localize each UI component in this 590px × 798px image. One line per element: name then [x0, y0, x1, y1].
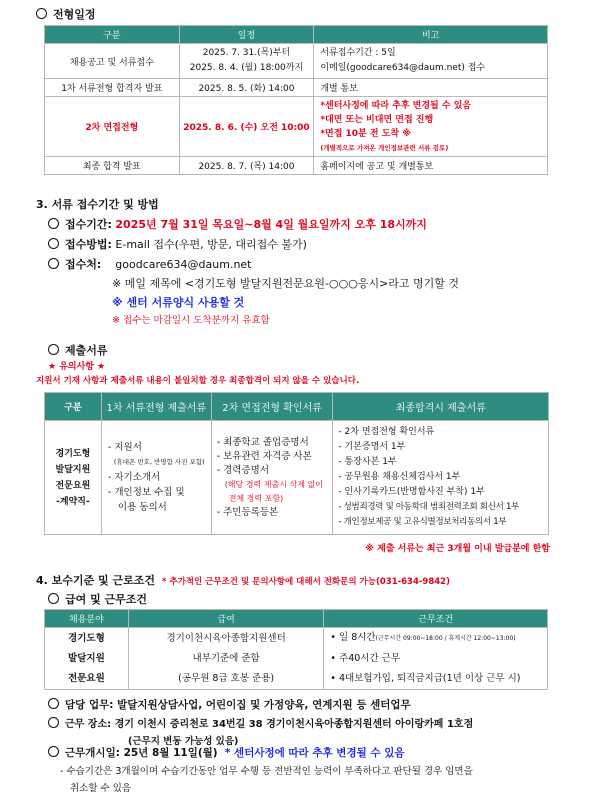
- condition-hours-detail: (근무시간 09:00~18:00 / 휴게시간 12:00~13:00): [375, 635, 516, 642]
- cell-field: [45, 628, 129, 690]
- cell-stage1-docs: [101, 421, 211, 535]
- header-category: 구분: [45, 26, 180, 44]
- pay-table: [44, 609, 548, 690]
- docs-validity-note: ※ 제출 서류는 최근 3개월 이내 발급분에 한함: [365, 544, 550, 554]
- cell-pay: [128, 628, 324, 690]
- doc-item: - 주민등록등본: [216, 506, 279, 518]
- table-row: [45, 157, 548, 175]
- doc-item-note: 전체 경력 포함): [228, 493, 284, 503]
- condition-line: • 4대보험가입, 퇴직금지급(1년 이상 근무 시): [330, 673, 521, 684]
- doc-item: - 인사기록카드(반명함사진 부착) 1부: [338, 487, 485, 497]
- category-line: 전문요원: [55, 480, 91, 491]
- start-line: [48, 745, 404, 760]
- table-row: [45, 421, 549, 535]
- period-value: 2025년 7월 31일 목요일~8월 4일 월요일까지 오후 18시까지: [115, 218, 427, 231]
- docs-title: 제출서류: [65, 344, 108, 357]
- place-note: (근무지 변동 가능성 있음): [128, 736, 239, 747]
- note-line: *대면 또는 비대면 면접 진행: [320, 114, 434, 125]
- circle-bullet-icon: [48, 218, 59, 229]
- field-line: 발달지원: [68, 652, 105, 664]
- header-note: 비고: [314, 26, 548, 44]
- warning-text: 지원서 기재 사항과 제출서류 내용이 불일치할 경우 최종합격이 되지 않을 수 있습니다.: [36, 376, 360, 386]
- method-line: [48, 236, 307, 252]
- cell-stage2-docs: [211, 421, 333, 535]
- doc-item: - 최종학교 졸업증명서: [216, 436, 309, 448]
- doc-item: 이용 동의서: [117, 502, 167, 513]
- table-header-row: [45, 393, 549, 421]
- cell-stage: 2차 면접전형: [45, 97, 180, 157]
- duty-value: 발달지원상담사업, 어린이집 및 가정양육, 연계지원 등 센터업무: [117, 699, 411, 711]
- table-row: [45, 628, 548, 690]
- header-category: 구분: [45, 393, 102, 421]
- circle-bullet-icon: [36, 8, 47, 19]
- doc-item: - 2차 면접전형 확인서류: [338, 427, 435, 437]
- section-3-title: 3. 서류 접수기간 및 방법: [36, 198, 159, 211]
- place-value: 경기 이천시 증리천로 34번길 38 경기이천시육아종합지원센터 아이랑카페 1호점: [114, 719, 474, 730]
- date-line: 2025. 7. 31.(목)부터: [202, 48, 291, 58]
- condition-hours: • 일 8시간: [330, 632, 376, 643]
- cell-date: 2025. 8. 6. (수) 오전 10:00: [179, 97, 314, 157]
- address-line: [48, 256, 252, 272]
- note-mail-subject: ※ 메일 제목에 <경기도형 발달지원전문요원-○○○응시>라고 명기할 것: [112, 277, 460, 290]
- cell-stage: 1차 서류전형 합격자 발표: [45, 79, 180, 97]
- cell-category: [45, 421, 102, 535]
- category-line: -계약직-: [56, 496, 90, 507]
- field-line: 경기도형: [68, 632, 105, 644]
- doc-item: - 개인정보제공 및 고유식별정보처리동의서 1부: [338, 517, 507, 527]
- table-row: [45, 79, 548, 97]
- note-form: ※ 센터 서류양식 사용할 것: [112, 296, 245, 309]
- note-deadline: ※ 접수는 마감일시 도착분까지 유효함: [112, 315, 270, 326]
- doc-item-note: (해당 경력 제출시 삭제 없이: [224, 479, 323, 489]
- schedule-section-title: 전형일정: [36, 6, 96, 22]
- method-value: E-mail 접수(우편, 방문, 대리접수 불가): [115, 238, 307, 251]
- category-line: 경기도형: [55, 448, 91, 459]
- header-field: 채용분야: [45, 610, 129, 628]
- email-address[interactable]: goodcare634@daum.net: [115, 258, 252, 271]
- condition-line: [330, 628, 547, 649]
- pay-line: (공무원 8급 호봉 준용): [178, 672, 275, 684]
- cell-date: 2025. 8. 5. (화) 14:00: [179, 79, 314, 97]
- doc-item: - 통장사본 1부: [338, 457, 397, 467]
- table-header-row: [45, 610, 548, 628]
- cell-note: 개별 통보: [314, 79, 548, 97]
- section-4-title: 4. 보수기준 및 근로조건: [36, 574, 155, 587]
- cell-stage: 채용공고 및 서류접수: [45, 44, 180, 79]
- condition-line: • 주40시간 근무: [330, 653, 401, 664]
- cell-conditions: [324, 628, 548, 690]
- cell-note: 홈페이지에 공고 및 개별통보: [314, 157, 548, 175]
- period-line: [48, 216, 427, 232]
- doc-item: - 공무원용 채용신체검사서 1부: [338, 472, 461, 482]
- duty-line: [48, 697, 411, 712]
- duty-label: 담당 업무:: [65, 699, 114, 711]
- header-date: 일정: [179, 26, 314, 44]
- note-line: *면접 10분 전 도착 ※: [320, 128, 411, 139]
- place-label: 근무 장소:: [65, 719, 112, 730]
- circle-bullet-icon: [48, 258, 59, 269]
- doc-item: - 성범죄경력 및 아동학대 범죄전력조회 회신서 1부: [338, 502, 519, 512]
- schedule-table: [44, 25, 548, 175]
- period-label: 접수기간:: [65, 218, 112, 231]
- circle-bullet-icon: [48, 344, 59, 355]
- warning-title: ★ 유의사항 ★: [48, 362, 106, 372]
- note-line: (개별적으로 가져온 개인정보관련 서류 검토): [320, 143, 449, 152]
- date-line: 2025. 8. 4. (월) 18:00까지: [189, 63, 304, 73]
- header-stage1: 1차 서류전형 제출서류: [101, 393, 211, 421]
- circle-bullet-icon: [48, 746, 59, 757]
- header-pay: 급여: [128, 610, 324, 628]
- pay-sub-line: [48, 591, 147, 607]
- doc-item: - 개인정보 수집 및: [107, 487, 185, 498]
- docs-title-line: [48, 342, 108, 358]
- table-row: [45, 44, 548, 79]
- doc-item: - 보유관련 자격증 사본: [216, 450, 312, 462]
- doc-item: - 경력증명서: [216, 464, 270, 476]
- table-header-row: [45, 26, 548, 44]
- circle-bullet-icon: [48, 238, 59, 249]
- start-label: 근무개시일: 25년 8월 11일(월): [65, 747, 218, 759]
- note-line: 이메일(goodcare634@daum.net) 접수: [320, 63, 486, 73]
- cell-date: 2025. 8. 7. (목) 14:00: [179, 157, 314, 175]
- cell-date: [179, 44, 314, 79]
- cell-stage: 최종 합격 발표: [45, 157, 180, 175]
- place-line: [48, 715, 473, 730]
- cell-final-docs: [333, 421, 549, 535]
- circle-bullet-icon: [48, 698, 59, 709]
- pay-line: 경기이천시육아종합지원센터: [166, 632, 286, 644]
- start-note: * 센터사정에 따라 추후 변경될 수 있음: [224, 747, 405, 759]
- doc-item-note: (휴대폰 번호, 반명함 사진 포함): [113, 458, 205, 466]
- header-stage2: 2차 면접전형 확인서류: [211, 393, 333, 421]
- section-4-header: [36, 572, 450, 588]
- doc-item: - 자기소개서: [107, 472, 161, 483]
- cell-note: [314, 97, 548, 157]
- doc-item: - 지원서: [107, 442, 142, 453]
- header-conditions: 근무조건: [324, 610, 548, 628]
- category-line: 발달지원: [55, 464, 91, 475]
- method-label: 접수방법:: [65, 238, 112, 251]
- cell-note: [314, 44, 548, 79]
- probation-text: - 수습기간은 3개월이며 수습기간동안 업무 수행 등 전반적인 능력이 부족하다고 판단될 경우 임면을: [60, 766, 473, 777]
- table-row: [45, 97, 548, 157]
- address-label: 접수처:: [65, 258, 102, 271]
- section-4-note: * 추가적인 근무조건 및 문의사항에 대해서 전화문의 가능(031-634-9842): [161, 577, 450, 587]
- doc-item: - 기본증명서 1부: [338, 442, 406, 452]
- header-final: 최종합격시 제출서류: [333, 393, 549, 421]
- documents-table: [44, 392, 549, 535]
- field-line: 전문요원: [68, 672, 105, 684]
- note-line: 서류접수기간 : 5일: [320, 48, 396, 58]
- probation-text-cont: 취소할 수 있음: [70, 783, 132, 794]
- pay-line: 내부기준에 준함: [192, 652, 260, 664]
- circle-bullet-icon: [48, 717, 59, 728]
- circle-bullet-icon: [48, 593, 59, 604]
- pay-sub-title: 급여 및 근무조건: [65, 593, 148, 606]
- note-line: *센터사정에 따라 추후 변경될 수 있음: [320, 100, 472, 111]
